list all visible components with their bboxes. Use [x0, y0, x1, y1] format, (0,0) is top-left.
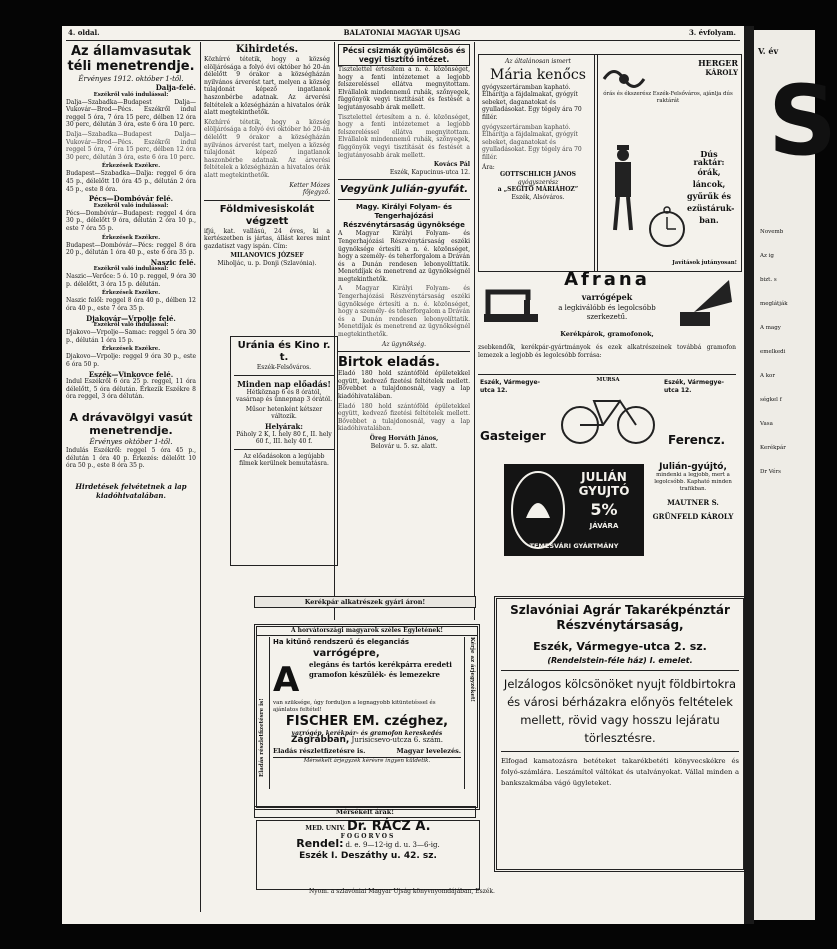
next-page-line: Az ig: [760, 253, 774, 259]
section-text: Djakovo—Vrpolje: reggel 9 óra 30 p., este 6 óra 50 p.: [66, 353, 196, 369]
julian-small-ad: [650, 462, 736, 580]
section-text: Budapest—Szabadka—Dalja: reggel 6 óra 45 p., délelőtt 10 óra 45 p., délután 2 óra 45 p., este 8 óra.: [66, 170, 196, 193]
prices-title: Helyárak:: [265, 421, 303, 431]
maria-city: Eszék, Alsóváros.: [511, 193, 565, 201]
dentist-ad: [256, 820, 480, 890]
gasteiger-address-right: Eszék, Vármegye-utca 12.: [664, 379, 724, 394]
maria-text: gyógyszertáramban kapható. Elhárítja a fájdalmakat, gyógyít sebeket, daganatokat és gyulladásokat. Egy tégely ára 70 fillér.: [482, 83, 582, 121]
ads-footer-note: Hirdetések felvétetnek a lap kiadóhivatalában.: [75, 481, 187, 500]
section-title: Dalja-felé.: [155, 83, 196, 92]
bicycle-ad: [478, 374, 736, 457]
classified-text: ifjú, kat. vallású, 24 éves, ki a kertészetben is jártas, állást keres mint gazdatiszt vagy ispán. Cím:: [204, 227, 330, 250]
fischer-line3: van szüksége, úgy forduljon a legnagyobb kitüntetéssel és ajánlatos feltétel!: [273, 699, 436, 713]
bicycle-parts-band: Kerékpár alkatrészek gyári áron!: [254, 596, 476, 608]
urania-text: Műsor hetenként kétszer változik.: [245, 405, 323, 421]
afrana-text2: zsebkendők, kerékpár-gyártmányok és ezek alkatrészeinek továbbá gramofon lemezek a legjobb és legolcsóbb forrása:: [478, 344, 736, 359]
ads-column: [338, 44, 470, 616]
section-text: Djakovo—Vrpolje—Samac: reggel 5 óra 30 p., délután 1 óra 15 p.: [66, 329, 196, 344]
column-divider: [200, 42, 201, 912]
notice-text: Közhírré tétetik, hogy a község elöljárósága a folyó évi október hó 20-án délelőtt 9 órakor a községházán nyilvános árverést tart, melyen a község tulajdonát képező ingatlanok haszonbérbe adatnak. Az árverési feltételek a községházán a hivatalos órák alatt megtekinthetők.: [204, 56, 330, 117]
julian-percent: 5%: [590, 500, 618, 519]
afrana-subtitle: varrógépek: [581, 292, 633, 302]
drava-subtitle: Érvényes október 1-től.: [89, 438, 173, 446]
estate-ad-address: Belovár u. 5. sz. alatt.: [370, 442, 438, 450]
page-number: 4. oldal.: [68, 28, 100, 37]
drava-title: A drávavölgyi vasút menetrendje.: [69, 411, 193, 437]
dentist-name: Dr. RÁCZ A.: [346, 819, 431, 834]
section-sub: Érkezések Eszékre.: [101, 290, 161, 297]
shipping-ad-title: Magy. Királyi Folyam- és Tengerhajózási Részvénytársaság ügynöksége: [343, 203, 465, 230]
bicycle-label: MURSA: [596, 377, 620, 383]
section-sub: Érkezések Eszékre.: [101, 346, 161, 353]
fischer-vertical-left: Eladás részletfizetésre is!: [259, 698, 265, 777]
maria-pharmacist: GOTTSCHLICH JÁNOS: [500, 171, 576, 179]
page-gutter: [744, 26, 754, 924]
bank-ad: [494, 596, 746, 872]
section-text: Dalja—Szabadka—Budapest Dalja—Vukovár—Brod—Pécs. Eszékről indul reggel 5 óra, 7 óra 15 perc, délben 12 óra 30 perc, délután 3 óra, este 6 óra 10 perc.: [66, 130, 196, 161]
julian-small-text: mindenki a legjobb, mert a legolcsóbb. Kapható minden trafikban.: [654, 472, 732, 492]
next-page: [754, 30, 837, 920]
cleaning-ad-text: Tisztelettel értesítem a n. é. közönséget, hogy a fenti intézetemet a legjobb felszereléssel ellátva megnyitottam. Elvállalok mindennemű ruhák, szőnyegek, függönyök vegyi tisztítását és festését a legjutányosabb árak mellett.: [338, 113, 470, 159]
watchmaker-stock-items: órák, láncok, gyűrűk és ezüstáruk-ban.: [687, 167, 735, 226]
estate-ad-text: Eladó 180 hold szántóföld épületekkel együtt, kedvező fizetési feltételek mellett. Bővebbet a tulajdonosnál, vagy a lap kiadóhivatalában.: [338, 370, 470, 400]
afrana-text: a legkiválóbb és legolcsóbb szerkezetű.: [558, 304, 656, 321]
section-title: Djakovár—Vrpolje felé.: [86, 313, 176, 323]
estate-ad-text: Eladó 180 hold szántóföld épületekkel együtt, kedvező fizetési feltételek mellett. Bővebbet a tulajdonosnál, vagy a lap kiadóhivatalában.: [338, 402, 470, 433]
fischer-ad: [254, 624, 480, 810]
next-page-line: A magy: [760, 325, 781, 331]
urania-line: Minden nap előadás!: [237, 378, 331, 389]
next-page-big-letter: S: [768, 65, 837, 177]
julian-ad-slogan: Vegyünk Julián-gyufát.: [339, 184, 469, 196]
section-text: Pécs—Dombóvár—Budapest: reggel 4 óra 30 p., délelőtt 9 óra, délután 2 óra 10 p., este 7 óra 55 p.: [66, 209, 196, 232]
ferencz-name: Ferencz.: [668, 433, 726, 447]
estate-ad-title: Birtok eladás.: [338, 355, 440, 371]
section-text: Indul Eszékről 6 óra 25 p. reggel, 11 óra délelőtt, 5 óra délután. Érkezik Eszékre 8 óra reggel, 3 óra délután.: [66, 378, 196, 401]
section-title: Naszic felé.: [150, 257, 196, 267]
next-page-line: ségkel f: [760, 397, 782, 403]
grunfeld-name: GRÜNFELD KÁROLY: [652, 511, 734, 521]
classified-title: Földmivesiskolát végzett: [219, 203, 315, 227]
section-sub: Eszékről való indulással:: [93, 202, 169, 209]
printer-imprint: Nyom. a szlavóniai Magyar Ujság könyvnyomdájában, Eszék.: [309, 888, 495, 895]
julian-footer: TEMESVÁRI GYÁRTMÁNY: [529, 542, 619, 550]
notice-text: Közhírré tétetik, hogy a község elöljárósága a folyó évi október hó 20-án délelőtt 9 órakor a községházán nyilvános árverést tart, melyen a község tulajdonát képező ingatlanok haszonbérbe adatnak. Az árverési feltételek a községházán a hivatalos órák alatt megtekinthetők.: [204, 118, 330, 179]
ribbon-icon: [599, 59, 649, 99]
section-sub: Érkezések Eszékre.: [101, 163, 161, 170]
section-title: Eszék—Vinkovce felé.: [88, 369, 174, 379]
urania-text: Hétköznap 6 és 8 órától, vasárnap és ünnepnap 3 órától.: [235, 388, 333, 404]
urania-title: Uránia és Kino r. t.: [237, 340, 331, 363]
section-text: Naszic—Verőce: 5 ó. 10 p. reggel, 9 óra 30 p. délelőtt, 3 óra 15 p. délután.: [66, 273, 196, 288]
watchmaker-stock-title: Dús raktár:: [693, 149, 725, 167]
fischer-left-strip: [257, 637, 270, 789]
gasteiger-name: Gasteiger: [480, 429, 546, 443]
pocket-watch-icon: [645, 205, 689, 249]
dentist-address: Eszék I. Deszáthy u. 42. sz.: [299, 850, 437, 861]
shipping-ad-text: A Magyar Királyi Folyam- és Tengerhajózási Részvénytársaság eszéki ügynöksége értesíti a n. é. közönséget, hogy a személy- és teherforgalom a Dráván és a Dunán rendesen lebonyolíttatik. Menetdíjak és menetrend az ügynökségnél megtekinthetők.: [338, 230, 470, 283]
notice-signature-role: főjegyző.: [302, 189, 330, 197]
fischer-company-sub: varrógép, kerékpár- és gramofon kereskedés: [291, 729, 443, 737]
timetable-subtitle: Érvényes 1912. október 1-től.: [78, 75, 184, 83]
notice-title: Kihirdetés.: [235, 44, 299, 55]
next-page-line: Kerékpár: [760, 445, 786, 451]
section-text: Budapest—Dombóvár—Pécs: reggel 8 óra 20 p., délután 1 óra 40 p., este 6 óra 35 p.: [66, 241, 196, 257]
next-page-header: V. év: [758, 46, 779, 56]
bank-address: Eszék, Vármegye-utca 2. sz.: [533, 640, 707, 653]
gramophone-icon: [674, 272, 734, 332]
classified-name: MILANOVICS JÓZSEF: [230, 252, 304, 260]
maria-name: Mária kenőcs: [490, 66, 586, 83]
maria-intro: Az általánosan ismert: [505, 58, 571, 65]
price-band: Mérsékelt árak!: [254, 806, 476, 818]
section-sub: Eszékről való indulással:: [93, 266, 169, 273]
cleaning-ad-address: Eszék, Kapucinus-utca 12.: [389, 168, 470, 176]
gentleman-figure-icon: [603, 145, 643, 235]
next-page-line: Vasa: [760, 421, 773, 427]
paper-title: BALATONIAI MAGYAR UJSAG: [343, 28, 461, 37]
next-page-line: bizt. s: [760, 277, 777, 283]
shipping-ad-sign: Az ügynökség.: [382, 340, 426, 348]
estate-ad-sign: Öreg Horváth János,: [369, 434, 439, 442]
cleaning-ad-text: Tisztelettel értesítem a n. é. közönséget, hogy a fenti intézetemet a legjobb felszereléssel ellátva megnyitottam. Elvállalok mindennemű ruhák, szőnyegek, függönyök vegyi tisztítását és festését a legjutányosabb árak mellett.: [338, 66, 470, 111]
julian-sub: JÁVÁRA: [589, 522, 619, 530]
fischer-installments: Eladás részletfizetésre is.: [273, 746, 366, 755]
next-page-line: Dr Vérs: [760, 469, 781, 475]
urania-subtitle: Eszék-Felsőváros.: [256, 364, 312, 371]
watchmaker-ad: [594, 54, 742, 272]
maria-price: Ára:: [482, 163, 495, 171]
bank-main-text: Jelzálogos kölcsönöket nyujt földbirtokra és városi bérházakra előnyös feltételek mellett, rövid vagy hosszu lejáratu törlesztésre.: [503, 677, 737, 745]
cleaning-ad-title-box: [338, 44, 470, 66]
section-sub: Érkezések Eszékre.: [101, 234, 161, 241]
watchmaker-name: HERGER: [698, 58, 738, 68]
section-text: Dalja—Szabadka—Budapest Dalja—Vukovár—Brod—Pécs. Eszékről indul reggel 5 óra, 7 óra 15 perc, délben 12 óra 30 perc, délután 3 óra, este 6 óra 10 perc.: [66, 98, 196, 129]
notice-signature: Ketter Mózes: [289, 181, 330, 189]
header-rule: [66, 40, 740, 41]
julian-brand: JULIÁN GYUJTÓ: [578, 470, 630, 498]
afrana-brand: Afrana: [564, 269, 650, 290]
column-divider: [474, 42, 475, 620]
section-title: Pécs—Dombóvár felé.: [88, 194, 174, 204]
next-page-line: A kor: [760, 373, 775, 379]
next-page-lines: [760, 220, 812, 484]
urania-cinema-ad: [230, 336, 338, 566]
urania-footer: Az előadásokon a legújabb filmek kerülnek bemutatásra.: [239, 452, 329, 468]
next-page-line: meglátják: [760, 301, 788, 307]
fischer-line1: Ha kitűnő rendszerű és eleganciás: [273, 638, 410, 646]
section-text: Indulás Eszékről: reggel 5 óra 45 p., délután 1 óra 40 p. Érkezés: délelőtt 10 óra 50 p., este 8 óra 35 p.: [66, 447, 196, 470]
dentist-prefix: MED. UNIV.: [305, 825, 346, 832]
watchmaker-stock-box: [687, 149, 735, 226]
bank-address2: (Rendelstein-féle ház) I. emelet.: [547, 656, 693, 665]
sewing-machine-icon: [480, 280, 542, 330]
dentist-hours: d. e. 9—12-ig d. u. 3—6-ig.: [345, 841, 440, 850]
fischer-foot: Mérsékelt árjegyzék kérésre ingyen küldetik.: [273, 757, 461, 766]
julian-small-title: Julián-gyújtó,: [659, 462, 727, 472]
fischer-initial: A: [273, 659, 300, 700]
fischer-right-strip: [464, 637, 477, 789]
maria-role: gyógyszerész: [517, 178, 559, 186]
rooster-emblem-icon: [508, 468, 568, 552]
fischer-top-line: A horvátországi magyarok széles Egyletének!: [257, 627, 477, 636]
section-sub: Eszékről való indulással:: [93, 322, 169, 329]
newspaper-page: [62, 26, 744, 924]
mautner-name: MAUTNER S.: [667, 498, 719, 507]
watchmaker-footer: Javítások jutányosan!: [672, 260, 737, 266]
maria-store: a „SEGÍTŐ MÁRIÁHOZ”: [497, 186, 579, 194]
dentist-hours-label: Rendel:: [296, 837, 344, 851]
next-page-line: Novemb: [760, 229, 784, 235]
section-text: Naszic felől: reggel 8 óra 40 p., délben 12 óra 40 p., este 7 óra 35 p.: [66, 297, 196, 313]
fischer-city: Zágrábban,: [290, 735, 350, 746]
fischer-hungarian: Magyar levelezés.: [396, 746, 461, 755]
bicycle-icon: [558, 387, 658, 447]
timetable-title: Az államvasutak téli menetrendje.: [67, 44, 195, 74]
cleaning-ad-sign: Kovács Pál: [433, 161, 470, 169]
maria-ointment-ad: [478, 54, 598, 272]
maria-text: gyógyszertáramban kapható. Elhárítja a fájdalmakat, gyógyít sebeket, daganatokat és gyulladásokat. Egy tégely ára 70 fillér.: [482, 123, 582, 161]
fischer-company: FISCHER EM. czéghez,: [285, 713, 449, 729]
fischer-varrogep: varrógépre,: [313, 647, 380, 659]
cleaning-ad-title: Pécsi csizmák gyümölcsös és vegyi tisztító intézet.: [342, 46, 466, 64]
classified-address: Miholjác, u. p. Donji (Szlavónia).: [217, 260, 317, 268]
bank-services-text: Elfogad kamatozásra betéteket takarékbetéti könyvecskékre és folyó-számlára. Leszámítol váltókat és utalványokat. Vállal minden a bankszakmába vágó ügyleteket.: [501, 757, 739, 787]
watchmaker-name2: KÁROLY: [705, 68, 738, 77]
watchmaker-text: órás és ékszerész Eszék-Felsőváros, ajánlja dús raktárát: [603, 91, 733, 104]
dentist-title: FOGORVOS: [340, 832, 396, 840]
gasteiger-address: Eszék, Vármegye-utca 12.: [480, 379, 540, 394]
shipping-ad-text: A Magyar Királyi Folyam- és Tengerhajózási Részvénytársaság eszéki ügynöksége értesíti a n. é. közönséget, hogy a személy- és teherforgalom a Dráván és a Dunán rendesen lebonyolíttatik. Menetdíjak és menetrend az ügynökségnél megtekinthetők.: [338, 285, 470, 339]
fischer-line2: elegáns és tartós kerékpárra eredeti gramofon készülék- és lemezekre: [309, 659, 452, 679]
bank-title: Szlavóniai Agrár Takarékpénztár Részvénytársaság,: [510, 603, 730, 632]
next-page-line: emelkedi: [760, 349, 786, 355]
afrana-ad: [478, 268, 736, 370]
timetable-column: [66, 44, 196, 889]
volume-label: 3. évfolyam.: [688, 28, 736, 37]
fischer-vertical-right: Kérje az árjegyzéket!: [469, 637, 475, 702]
prices-text: Páholy 2 K, I. hely 80 f., II. hely 60 f., III. hely 40 f.: [236, 430, 332, 446]
julian-matches-ad: [504, 464, 644, 556]
fischer-body: [273, 639, 461, 766]
afrana-items: Kerékpárok, gramofonok,: [560, 330, 654, 338]
section-sub: Eszékről való indulással:: [93, 91, 169, 98]
fischer-city-address: Jurisicsevo-utcza 6. szám.: [351, 736, 444, 745]
